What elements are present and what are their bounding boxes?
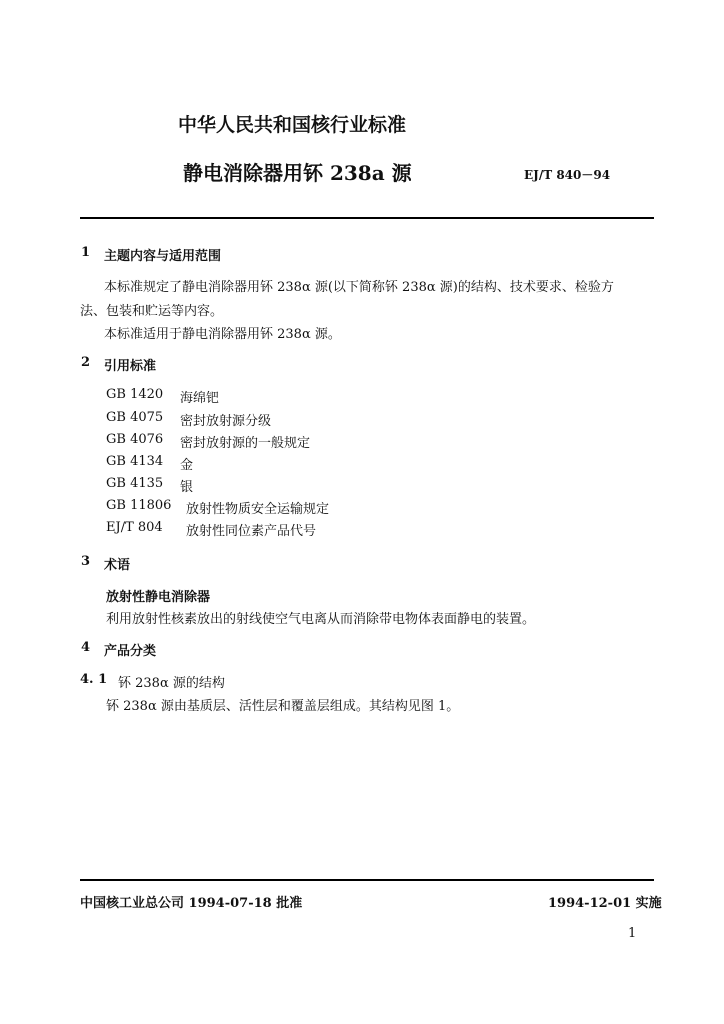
section-3-title: 术语 [104,558,131,573]
subsection-4-1-number: 4. 1 [80,672,108,687]
approval-note: 中国核工业总公司 1994-07-18 批准 [80,896,303,911]
footer-rule [80,879,654,881]
reference-name: 放射性同位素产品代号 [186,524,317,539]
effective-date: 1994-12-01 实施 [548,896,662,911]
term-definition: 利用放射性核素放出的射线使空气电离从而消除带电物体表面静电的装置。 [106,612,536,627]
section-4-title: 产品分类 [104,644,157,659]
reference-code: EJ/T 804 [106,520,163,535]
section-1-number: 1 [81,245,91,260]
reference-name: 金 [180,458,194,473]
section-1-para1-line2: 法、包装和贮运等内容。 [80,304,224,319]
document-code: EJ/T 840－94 [524,168,611,182]
reference-code: GB 4076 [106,432,164,447]
page-number: 1 [628,926,637,941]
section-4-number: 4 [81,640,91,655]
section-1-para2: 本标准适用于静电消除器用钚 238α 源。 [104,327,341,342]
reference-code: GB 4075 [106,410,164,425]
reference-name: 密封放射源的一般规定 [180,436,311,451]
section-2-number: 2 [81,355,91,370]
document-title: 静电消除器用钚 238a 源 [183,161,412,185]
subsection-4-1-text: 钚 238α 源由基质层、活性层和覆盖层组成。其结构见图 1。 [106,699,460,714]
section-1-para1-line1: 本标准规定了静电消除器用钚 238α 源(以下简称钚 238α 源)的结构、技术要求、检验方 [104,280,614,295]
reference-code: GB 11806 [106,498,172,513]
reference-code: GB 1420 [106,387,164,402]
standard-category: 中华人民共和国核行业标准 [178,114,407,136]
term-heading: 放射性静电消除器 [106,590,211,605]
header-rule [80,217,654,219]
reference-code: GB 4134 [106,454,164,469]
subsection-4-1-title: 钚 238α 源的结构 [118,676,225,691]
reference-name: 密封放射源分级 [180,414,272,429]
reference-name: 放射性物质安全运输规定 [186,502,330,517]
reference-name: 银 [180,480,194,495]
section-2-title: 引用标准 [104,359,157,374]
reference-name: 海绵钯 [180,391,220,406]
section-3-number: 3 [81,554,91,569]
reference-code: GB 4135 [106,476,164,491]
section-1-title: 主题内容与适用范围 [104,249,222,264]
